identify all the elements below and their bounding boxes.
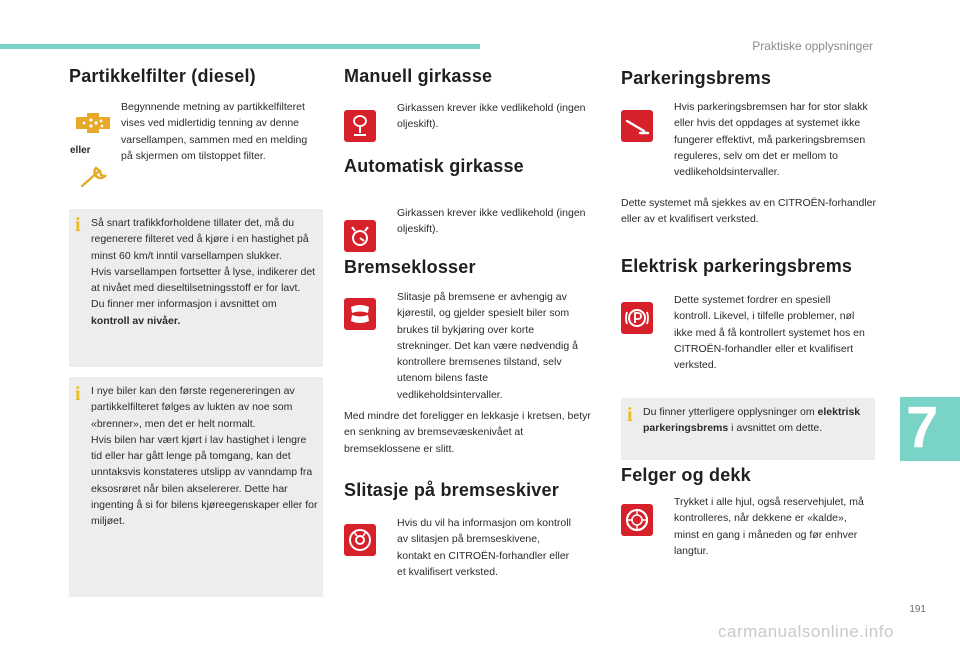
brake-disc-icon [344, 524, 376, 556]
dpf-note-1-text: Så snart trafikkforholdene tillater det, må du regenerere filteret ved å kjøre i en hastighet på minst 60 km/t inntil varsellampen slukker. Hvis varsellampen fortsetter å lyse, indikerer det at nivået med dieseltilsetningsstoff er for lavt. Du finner mer informasjon i avsnittet om kontroll av nivåer. [91, 217, 316, 327]
manual-gearbox-title: Manuell girkasse [344, 66, 493, 86]
eller-label: eller [70, 145, 91, 156]
brake-discs-text: Hvis du vil ha informasjon om kontroll av slitasjen på bremseskivene, kontakt en CITROËN-forhandler eller et kvalifisert verksted. [397, 517, 571, 578]
epb-title: Elektrisk parkeringsbrems [621, 256, 853, 276]
dpf-note-1-link: kontroll av nivåer. [91, 314, 181, 327]
parking-brake-text-2: Dette systemet må sjekkes av en CITROËN-forhandler eller av et kvalifisert verksted. [621, 197, 877, 226]
parking-brake-title: Parkeringsbrems [621, 68, 772, 88]
wheels-title: Felger og dekk [621, 465, 751, 485]
auto-gearbox-title: Automatisk girkasse [344, 156, 524, 176]
wheel-tyre-icon [621, 504, 653, 536]
wheels-text: Trykket i alle hjul, også reservehjulet, må kontrolleres, når dekkene er «kalde», minst en gang i måneden og før enhver langtur. [674, 496, 864, 557]
auto-gearbox-text: Girkassen krever ikke vedlikehold (ingen oljeskift). [397, 207, 586, 236]
dpf-intro: Begynnende metning av partikkelfilteret vises ved midlertidig tenning av denne varsellampen, sammen med en melding på skjermen om tilstoppet filter. [121, 101, 308, 162]
dpf-title: Partikkelfilter (diesel) [69, 66, 256, 86]
info-icon: i [75, 214, 81, 236]
watermark: carmanualsonline.info [718, 622, 894, 641]
epb-note-text: Du finner ytterligere opplysninger om elektrisk parkeringsbrems i avsnittet om dette. [643, 406, 861, 435]
parking-brake-text: Hvis parkeringsbremsen har for stor slakk eller hvis det oppdages at systemet ikke fungerer effektivt, må parkeringsbremsen reguleres, selv om det er mellom to vedlikeholdsintervaller. [674, 101, 868, 179]
info-icon: i [75, 383, 81, 405]
brake-pads-text-2: Med mindre det foreligger en lekkasje i kretsen, betyr en senkning av bremsevæskenivået at bremseklossene er slitt. [344, 410, 591, 455]
chapter-number: 7 [906, 395, 939, 460]
brake-pads-text: Slitasje på bremsene er avhengig av kjørestil, og gjelder spesielt biler som brukes til bykjøring over korte strekninger. Det kan være nødvendig å kontrollere bremsenes tilstand, selv utenom bilens faste vedlikeholdsintervaller. [397, 291, 578, 401]
electric-parking-brake-icon [621, 302, 653, 334]
info-icon: i [627, 404, 633, 426]
brake-pads-title: Bremseklosser [344, 257, 476, 277]
manual-gear-knob-icon [344, 110, 376, 142]
automatic-gearbox-icon [344, 220, 376, 252]
dpf-note-2-text: I nye biler kan den første regenereringen av partikkelfilteret følges av lukten av noe som «brenner», men det er helt normalt. Hvis bilen har vært kjørt i lav hastighet i lengre tid eller har gått lenge på tomgang, kan det unntaksvis konstateres utslipp av vanndamp fra eksosrøret når bilen akselererer. Dette har ingenting å si for bilens kjøreegenskaper eller for miljøet. [91, 385, 318, 528]
epb-text: Dette systemet fordrer en spesiell kontroll. Likevel, i tilfelle problemer, nøl ikke med å få kontrollert systemet hos en CITROËN-forhandler eller et kvalifisert verksted. [674, 294, 865, 372]
epb-note-link: elektrisk parkeringsbrems [643, 406, 861, 435]
brake-pads-icon [344, 298, 376, 330]
section-title: Praktiske opplysninger [752, 39, 873, 53]
particle-filter-warning-icon [74, 110, 112, 136]
accent-bar [0, 44, 480, 49]
page-number: 191 [909, 604, 926, 615]
service-wrench-icon [78, 164, 112, 190]
parking-brake-lever-icon [621, 110, 653, 142]
manual-gearbox-text: Girkassen krever ikke vedlikehold (ingen oljeskift). [397, 102, 586, 131]
brake-discs-title: Slitasje på bremseskiver [344, 480, 559, 500]
